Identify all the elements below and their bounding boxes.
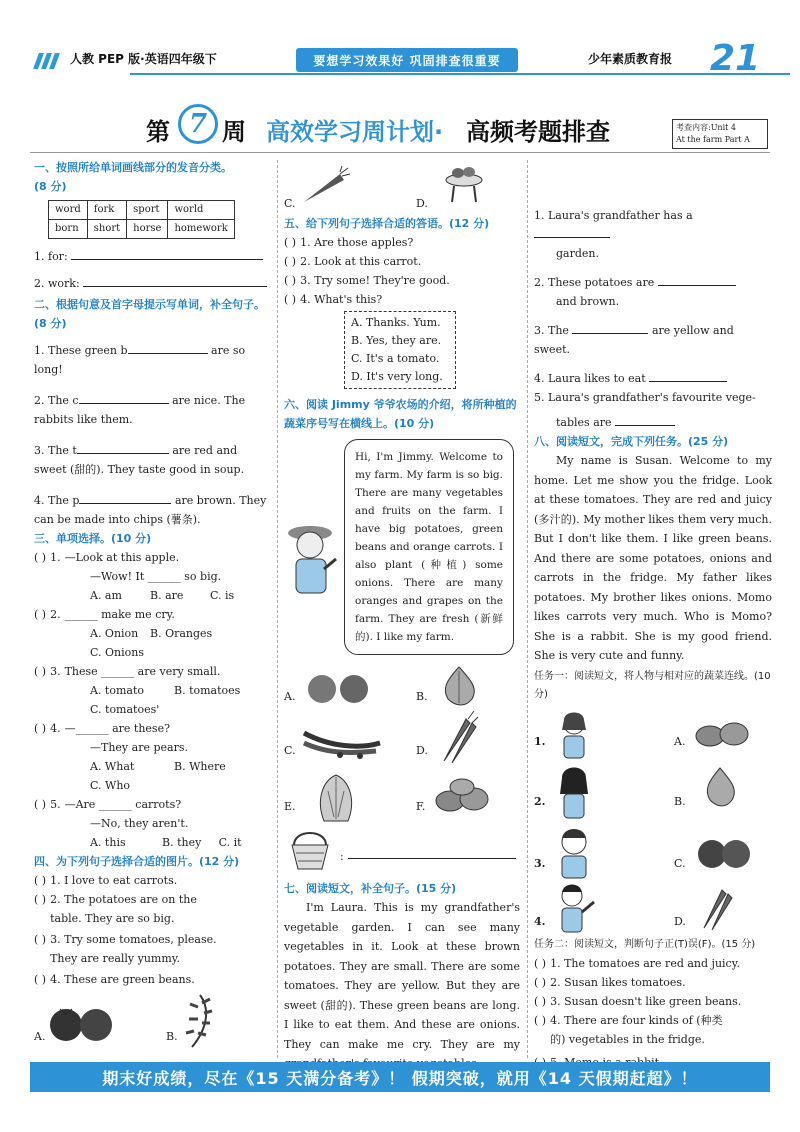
veg-label: C.: [674, 856, 686, 870]
pic-label: F.: [416, 800, 426, 813]
column-divider: [277, 160, 278, 1058]
option: A. What: [90, 760, 135, 773]
week-suffix: 周: [222, 118, 246, 146]
option: C. Onions: [90, 646, 144, 659]
q-text: are yellow and sweet.: [534, 324, 734, 356]
potatoes-on-table-icon: [444, 158, 484, 204]
q-label: 2. work:: [34, 277, 80, 290]
q-text: 4. These are green beans.: [50, 973, 195, 986]
task-2-heading: 任务二：阅读短文，判断句子正(T)误(F)。(15 分): [534, 938, 756, 950]
column-left: [34, 158, 270, 1055]
s4-pics: [34, 993, 270, 1055]
pic-label: C.: [284, 744, 296, 757]
mc-item: [34, 605, 270, 662]
pic-label: A.: [34, 1030, 46, 1043]
carrots-icon: [698, 884, 738, 932]
option: D. It's very long.: [351, 370, 443, 383]
jimmy-intro: [284, 439, 520, 655]
section-4-heading: 四、为下列句子选择合适的图片。(12 分): [34, 855, 240, 868]
potatoes-icon: [694, 712, 754, 752]
mc-item: [34, 548, 270, 605]
s6-pics: [284, 663, 520, 873]
paper-name: 少年素质教育报: [588, 52, 673, 66]
header-rule: [130, 73, 790, 75]
option: C. Who: [90, 779, 131, 792]
option: C. it: [218, 836, 242, 849]
q-num: 5.: [50, 798, 61, 811]
task-1-heading: 任务一：阅读短文，将人物与相对应的蔬菜连线。(10 分): [534, 670, 771, 700]
susan-avatar: [554, 764, 594, 820]
potatoes-icon: [434, 775, 496, 815]
q-text: —Look at this apple.: [64, 551, 180, 564]
answer-blank[interactable]: [79, 392, 169, 404]
section-5-heading: 五、给下列句子选择合适的答语。(12 分): [284, 217, 490, 230]
answer-paren[interactable]: ( ): [34, 608, 47, 621]
answer-blank[interactable]: [77, 442, 169, 454]
q-text: 1. Laura's grandfather has a: [534, 209, 693, 222]
section-6-heading: 六、阅读 Jimmy 爷爷农场的介绍，将所种植的蔬菜序号写在横线上。(10 分): [284, 398, 517, 430]
section-3-heading: 三、单项选择。(10 分): [34, 532, 152, 545]
s4-pics-cont: [284, 158, 520, 214]
option: B. tomatoes: [174, 684, 241, 697]
q-text: 4. The p: [34, 494, 80, 507]
answer-paren[interactable]: ( ): [34, 798, 47, 811]
scope-label: 考查内容:Unit 4: [676, 123, 736, 132]
basket-icon: [288, 829, 332, 873]
section-8-heading: 八、阅读短文，完成下列任务。(25 分): [534, 435, 729, 448]
mc-item: [34, 795, 270, 852]
person-label: 4.: [534, 914, 546, 928]
mother-avatar: [554, 710, 594, 760]
q-text: 4. There are four kinds of (种类的) vegetables in the fridge.: [550, 1013, 723, 1046]
onion-icon: [700, 764, 740, 808]
option: B. Oranges: [150, 627, 213, 640]
word-cell: sport: [127, 201, 168, 220]
answer-paren[interactable]: ( ): [34, 665, 47, 678]
q-text: —They are pears.: [90, 741, 188, 754]
answer-options-box: [344, 311, 456, 389]
tomato-icon: [46, 1003, 116, 1043]
option: A. Thanks. Yum.: [351, 316, 441, 329]
carrot-icon: [300, 166, 350, 206]
brother-avatar: [554, 882, 598, 936]
q-text: are brown. They can be made into chips (薯条).: [34, 494, 267, 526]
answer-blank[interactable]: [79, 492, 171, 504]
q-text: —______ are these?: [64, 722, 170, 735]
q-text: 2. The c: [34, 394, 79, 407]
veg-label: D.: [674, 914, 686, 928]
basket-colon: :: [340, 850, 344, 863]
q-text: 3. Try some! They're good.: [300, 274, 450, 287]
q-text: 4. Laura likes to eat: [534, 372, 646, 385]
column-divider: [527, 160, 528, 1058]
column-middle: [284, 158, 520, 1051]
q-text: 5. Laura's grandfather's favourite vege-: [534, 391, 756, 404]
q-num: 3.: [50, 665, 61, 678]
onion-icon: [436, 663, 482, 707]
q-text: These ______ are very small.: [64, 665, 221, 678]
title-divider: [30, 152, 770, 153]
footer-banner: 期末好成绩，尽在《15 天满分备考》！ 假期突破，就用《14 天假期赶超》！: [30, 1062, 770, 1092]
q-text: 1. The tomatoes are red and juicy.: [550, 956, 740, 970]
q-text: 1. These green b: [34, 344, 128, 357]
q-text: 3. Susan doesn't like green beans.: [550, 994, 742, 1008]
q-text: 2. Susan likes tomatoes.: [550, 975, 686, 989]
veg-label: A.: [674, 734, 686, 748]
option: A. am: [90, 589, 122, 602]
person-label: 2.: [534, 794, 546, 808]
pic-label: E.: [284, 800, 296, 813]
q-text: —No, they aren't.: [90, 817, 189, 830]
cabbage-icon: [314, 771, 358, 823]
edition-label: 人教 PEP 版·英语四年级下: [70, 52, 217, 66]
answer-blank[interactable]: [534, 226, 610, 238]
scope-detail: At the farm Part A: [676, 135, 750, 144]
answer-paren[interactable]: ( ): [284, 274, 297, 287]
q-text: —Are ______ carrots?: [64, 798, 182, 811]
pic-label: A.: [284, 690, 296, 703]
q-text: are so long!: [34, 344, 246, 376]
answer-paren[interactable]: ( ): [34, 973, 47, 986]
word-table: [48, 200, 235, 239]
mc-item: [34, 719, 270, 795]
option: C. It's a tomato.: [351, 352, 440, 365]
q-text: 2. These potatoes are: [534, 276, 655, 289]
section-7-heading: 七、阅读短文，补全句子。(15 分): [284, 882, 457, 895]
option: C. is: [210, 589, 235, 602]
person-label: 1.: [534, 734, 546, 748]
q-text: 3. The t: [34, 444, 77, 457]
answer-paren[interactable]: ( ): [284, 236, 297, 249]
q-text: are red and sweet (甜的). They taste good in soup.: [34, 444, 245, 476]
column-right: [534, 158, 772, 1072]
answer-blank[interactable]: [658, 274, 736, 286]
pic-label: B.: [416, 690, 428, 703]
option: B. they: [162, 836, 202, 849]
section-1-heading: 一、按照所给单词画线部分的发音分类。: [34, 161, 232, 174]
q-text: 3. The: [534, 324, 569, 337]
option: C. tomatoes': [90, 703, 160, 716]
option: A. tomato: [90, 684, 145, 697]
answer-blank[interactable]: [348, 847, 516, 859]
answer-paren[interactable]: ( ): [34, 893, 47, 906]
q-num: 1.: [50, 551, 61, 564]
header-stripes: [36, 53, 64, 69]
answer-paren[interactable]: ( ): [284, 293, 297, 306]
matching-area: [534, 704, 772, 936]
answer-paren[interactable]: ( ): [534, 975, 547, 989]
pic-label: B.: [166, 1030, 178, 1043]
pic-label: C.: [284, 197, 296, 210]
word-cell: word: [49, 201, 88, 220]
answer-paren[interactable]: ( ): [34, 722, 47, 735]
answer-blank[interactable]: [83, 275, 267, 287]
q-text: 1. I love to eat carrots.: [50, 874, 178, 887]
section-1-score: (8 分): [34, 180, 67, 193]
mc-item: [34, 662, 270, 719]
pic-label: D.: [416, 744, 428, 757]
page-subtitle: 高频考题排查: [466, 118, 610, 146]
section-2-heading: 二、根据句意及首字母提示写单词，补全句子。(8 分): [34, 298, 265, 330]
answer-blank[interactable]: [572, 322, 648, 334]
q-text: and brown.: [556, 295, 620, 308]
answer-paren[interactable]: ( ): [34, 933, 47, 946]
word-cell: short: [87, 220, 126, 239]
word-cell: born: [49, 220, 88, 239]
q-text: tables are: [556, 416, 612, 429]
answer-blank[interactable]: [615, 414, 675, 426]
green-beans-icon: [300, 723, 384, 759]
word-cell: homework: [168, 220, 234, 239]
q-text: 4. What's this?: [300, 293, 383, 306]
q-label: 1. for:: [34, 250, 68, 263]
word-cell: horse: [127, 220, 168, 239]
option: B. Yes, they are.: [351, 334, 442, 347]
susan-passage: My name is Susan. Welcome to my home. Let me show you the fridge. Look at these tomatoes. They are red and juicy (多汁的). My mother likes them very much. But I don't like them. I like green beans. And there are some potatoes, onions and carrots in the fridge. My father likes potatoes. My brother likes onions. Momo likes carrots very much. Who is Momo? She is a rabbit. She is my good friend. She is very cute and funny.: [534, 454, 772, 662]
scope-box: [672, 119, 768, 149]
q-text: 1. Are those apples?: [300, 236, 414, 249]
word-cell: fork: [87, 201, 126, 220]
person-label: 3.: [534, 856, 546, 870]
green-beans-icon: [180, 993, 220, 1049]
answer-paren[interactable]: ( ): [534, 956, 547, 970]
laura-passage: I'm Laura. This is my grandfather's vegetable garden. I can see many vegetables in it. Look at these brown potatoes. They are small. There are some tomatoes. They are yellow. But they are sweet (甜的). These green beans are long. I like to eat them. And these are onions. They can make me cry. They are my: [284, 901, 520, 1051]
page-number: 21: [710, 38, 761, 79]
answer-blank[interactable]: [128, 342, 208, 354]
word-cell: world: [168, 201, 234, 220]
carrots-icon: [436, 711, 480, 765]
passage-continued-spacer: [534, 158, 772, 200]
answer-blank[interactable]: [71, 248, 263, 260]
answer-paren[interactable]: ( ): [284, 255, 297, 268]
tomatoes-icon: [694, 832, 754, 872]
pic-label: D.: [416, 197, 428, 210]
q-num: 2.: [50, 608, 61, 621]
q-text: garden.: [556, 247, 599, 260]
oranges-icon: [302, 667, 378, 707]
option: B. are: [150, 589, 184, 602]
header-ribbon: 要想学习效果好 巩固排查很重要: [296, 48, 518, 72]
q-text: —Wow! It ______ so big.: [90, 570, 222, 583]
option: B. Where: [174, 760, 226, 773]
answer-paren[interactable]: ( ): [34, 551, 47, 564]
answer-paren[interactable]: ( ): [534, 994, 547, 1008]
option: A. Onion: [90, 627, 139, 640]
q-text: 2. The potatoes are on the table. They are so big.: [50, 893, 197, 925]
q-text: 2. Look at this carrot.: [300, 255, 422, 268]
week-number-badge: 7: [178, 104, 218, 144]
page-title: 高效学习周计划·: [266, 118, 444, 146]
father-avatar: [554, 824, 594, 880]
q-text: 3. Try some tomatoes, please. They are really yummy.: [50, 933, 217, 965]
q-num: 4.: [50, 722, 61, 735]
q-text: ______ make me cry.: [64, 608, 175, 621]
week-prefix: 第: [146, 118, 170, 146]
answer-paren[interactable]: ( ): [534, 1013, 547, 1027]
answer-blank[interactable]: [649, 370, 727, 382]
option: A. this: [90, 836, 126, 849]
answer-paren[interactable]: ( ): [34, 874, 47, 887]
veg-label: B.: [674, 794, 686, 808]
speech-bubble: Hi, I'm Jimmy. Welcome to my farm. My farm is so big. There are many vegetables and fruits on the farm. I have big potatoes, green beans and orange carrots. I also plant (种植) some onions. There are many oranges and grapes on the farm. They are fresh (新鲜的). I like my farm.: [344, 439, 514, 655]
grandpa-avatar: [284, 519, 340, 599]
q-text: are nice. The rabbits like them.: [34, 394, 246, 426]
